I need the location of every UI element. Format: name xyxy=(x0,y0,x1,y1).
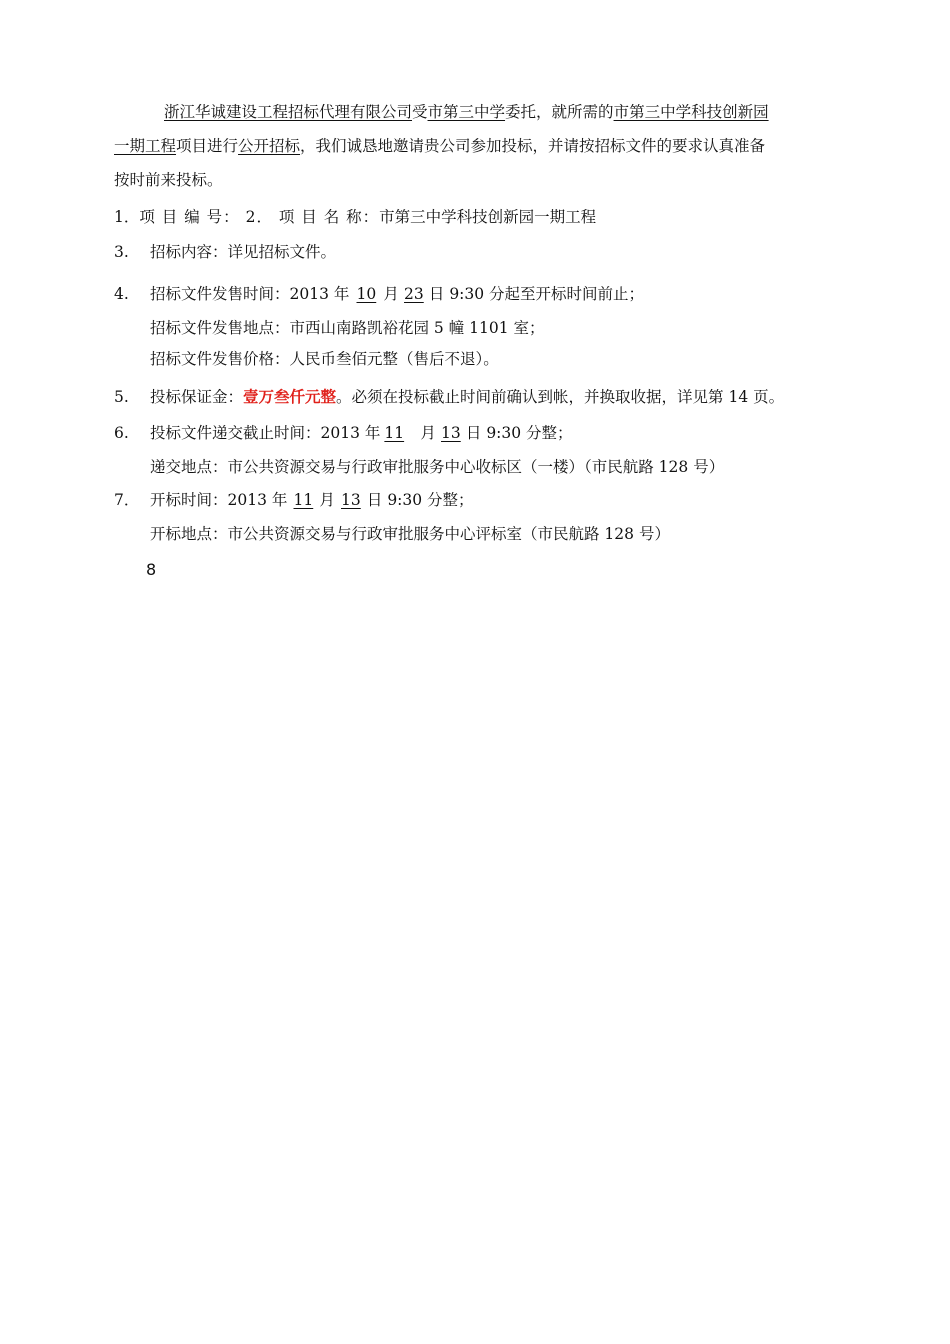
item-6-day: 13 xyxy=(441,424,461,442)
item-5 xyxy=(114,386,784,408)
entrusted-by-prefix: 受 xyxy=(412,103,428,121)
item-3-text: 招标内容：详见招标文件。 xyxy=(150,243,337,261)
item-3-number: 3. xyxy=(114,243,129,261)
intro-line-3 xyxy=(114,169,223,191)
item-4-number: 4. xyxy=(114,285,129,303)
item-6-label: 投标文件递交截止时间：2013 年 xyxy=(150,424,381,442)
opening-place: 开标地点：市公共资源交易与行政审批服务中心评标室（市民航路 128 号） xyxy=(150,525,670,543)
project-name-value: 市第三中学科技创新园一期工程 xyxy=(379,208,597,226)
item-7-month: 11 xyxy=(293,491,314,509)
item-6-number: 6. xyxy=(114,424,129,442)
item-6-place xyxy=(150,456,724,478)
entrust-text: 委托，就所需的 xyxy=(505,103,614,121)
item-4-day-unit: 日 9:30 分起至开标时间前止； xyxy=(428,285,645,303)
intro-line-2 xyxy=(114,135,765,157)
item-4-place xyxy=(150,317,545,339)
intro-closing: 按时前来投标。 xyxy=(114,171,223,189)
tender-method: 公开招标 xyxy=(238,137,301,155)
submit-place: 递交地点：市公共资源交易与行政审批服务中心收标区（一楼）（市民航路 128 号） xyxy=(150,458,725,476)
item-5-text: 。必须在投标截止时间前确认到帐，并换取收据，详见第 14 页。 xyxy=(336,388,785,406)
client-name: 市第三中学 xyxy=(427,103,506,121)
item-4-day: 23 xyxy=(404,285,424,303)
project-name-part-1: 市第三中学科技创新园 xyxy=(613,103,769,121)
item-4 xyxy=(114,283,644,305)
item-7-place xyxy=(150,523,670,545)
item-3 xyxy=(114,241,336,263)
item-7-day: 13 xyxy=(341,491,361,509)
item-7-label: 开标时间：2013 年 xyxy=(150,491,288,509)
agent-name: 浙江华诚建设工程招标代理有限公司 xyxy=(164,103,413,121)
item-7-number: 7． xyxy=(114,491,140,509)
item-4-month: 10 xyxy=(356,285,377,303)
sale-price: 招标文件发售价格：人民币叁佰元整（售后不退）。 xyxy=(150,350,499,368)
project-suffix: 项目进行 xyxy=(176,137,239,155)
item-4-label: 招标文件发售时间：2013 年 xyxy=(150,285,350,303)
item-6-month: 11 xyxy=(384,424,405,442)
invite-text: ，我们诚恳地邀请贵公司参加投标，并请按招标文件的要求认真准备 xyxy=(300,137,766,155)
project-name-part-2: 一期工程 xyxy=(114,137,177,155)
item-5-number: 5. xyxy=(114,388,129,406)
item-6 xyxy=(114,422,573,444)
item-project-info xyxy=(114,206,596,228)
item-1-number: 1． xyxy=(114,208,140,226)
intro-line-1 xyxy=(164,101,769,123)
item-7-month-unit: 月 xyxy=(319,491,335,509)
item-7 xyxy=(114,489,474,511)
item-7-day-unit: 日 9:30 分整； xyxy=(366,491,474,509)
item-6-day-unit: 日 9:30 分整； xyxy=(465,424,573,442)
item-1-label: 项 目 编 号： 2． 项 目 名 称： xyxy=(139,208,380,226)
item-4-month-unit: 月 xyxy=(383,285,399,303)
item-6-month-unit: 月 xyxy=(420,424,436,442)
item-5-label: 投标保证金： xyxy=(150,388,244,406)
deposit-amount: 壹万叁仟元整 xyxy=(243,388,337,406)
sale-place: 招标文件发售地点：市西山南路凯裕花园 5 幢 1101 室； xyxy=(150,319,545,337)
item-4-price xyxy=(150,348,499,370)
page-number: 8 xyxy=(146,560,157,579)
